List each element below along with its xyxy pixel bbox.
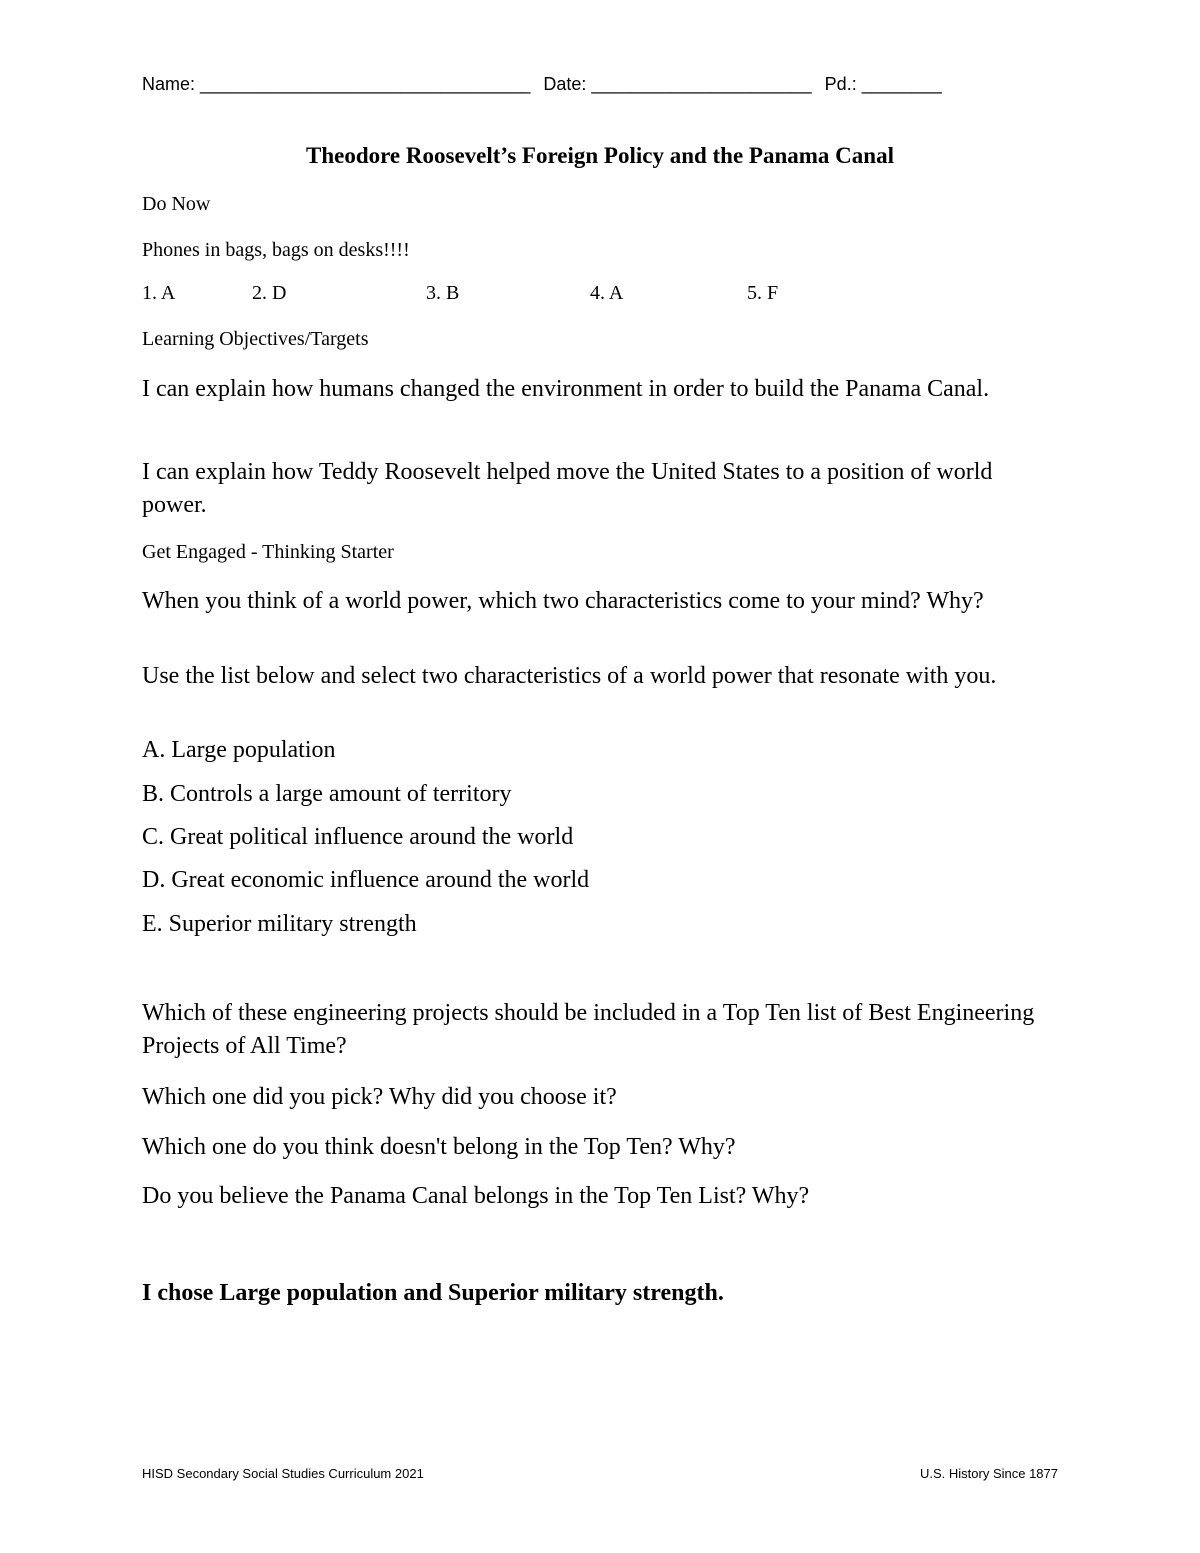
answer-5: 5. F xyxy=(747,282,779,304)
do-now-heading: Do Now xyxy=(142,193,211,215)
engineering-q2: Which one do you think doesn't belong in the Top Ten? Why? xyxy=(142,1134,736,1160)
option-d: D. Great economic influence around the world xyxy=(142,867,590,893)
footer-right: U.S. History Since 1877 xyxy=(919,1466,1058,1481)
option-e: E. Superior military strength xyxy=(142,911,417,937)
name-field[interactable]: Name: _________________________________ xyxy=(142,74,531,94)
page-title: Theodore Roosevelt’s Foreign Policy and the Panama Canal xyxy=(306,143,894,168)
answer-4: 4. A xyxy=(590,282,624,304)
option-b: B. Controls a large amount of territory xyxy=(142,781,512,807)
do-now-instruction: Phones in bags, bags on desks!!!! xyxy=(142,239,410,261)
engineering-q3: Do you believe the Panama Canal belongs in the Top Ten List? Why? xyxy=(142,1183,810,1209)
student-answer: I chose Large population and Superior military strength. xyxy=(142,1280,724,1306)
header-fields xyxy=(142,74,942,95)
answer-3: 3. B xyxy=(426,282,460,304)
objective-1: I can explain how humans changed the environment in order to build the Panama Canal. xyxy=(142,376,990,402)
date-field[interactable]: Date: ______________________ xyxy=(543,74,812,94)
answer-1: 1. A xyxy=(142,282,176,304)
objectives-heading: Learning Objectives/Targets xyxy=(142,328,369,350)
objective-2: I can explain how Teddy Roosevelt helped move the United States to a position of world power. xyxy=(142,459,993,518)
engineering-q1: Which one did you pick? Why did you choose it? xyxy=(142,1084,617,1110)
answer-2: 2. D xyxy=(252,282,287,304)
option-a: A. Large population xyxy=(142,737,336,763)
period-field[interactable]: Pd.: ________ xyxy=(824,74,942,94)
footer-left: HISD Secondary Social Studies Curriculum 2021 xyxy=(142,1466,424,1481)
engineering-question: Which of these engineering projects should be included in a Top Ten list of Best Engineering Projects of All Time? xyxy=(142,1000,1035,1059)
option-c: C. Great political influence around the world xyxy=(142,824,574,850)
engaged-question: When you think of a world power, which two characteristics come to your mind? Why? xyxy=(142,588,984,614)
engaged-instruction: Use the list below and select two characteristics of a world power that resonate with you. xyxy=(142,663,997,689)
engaged-heading: Get Engaged - Thinking Starter xyxy=(142,541,394,563)
